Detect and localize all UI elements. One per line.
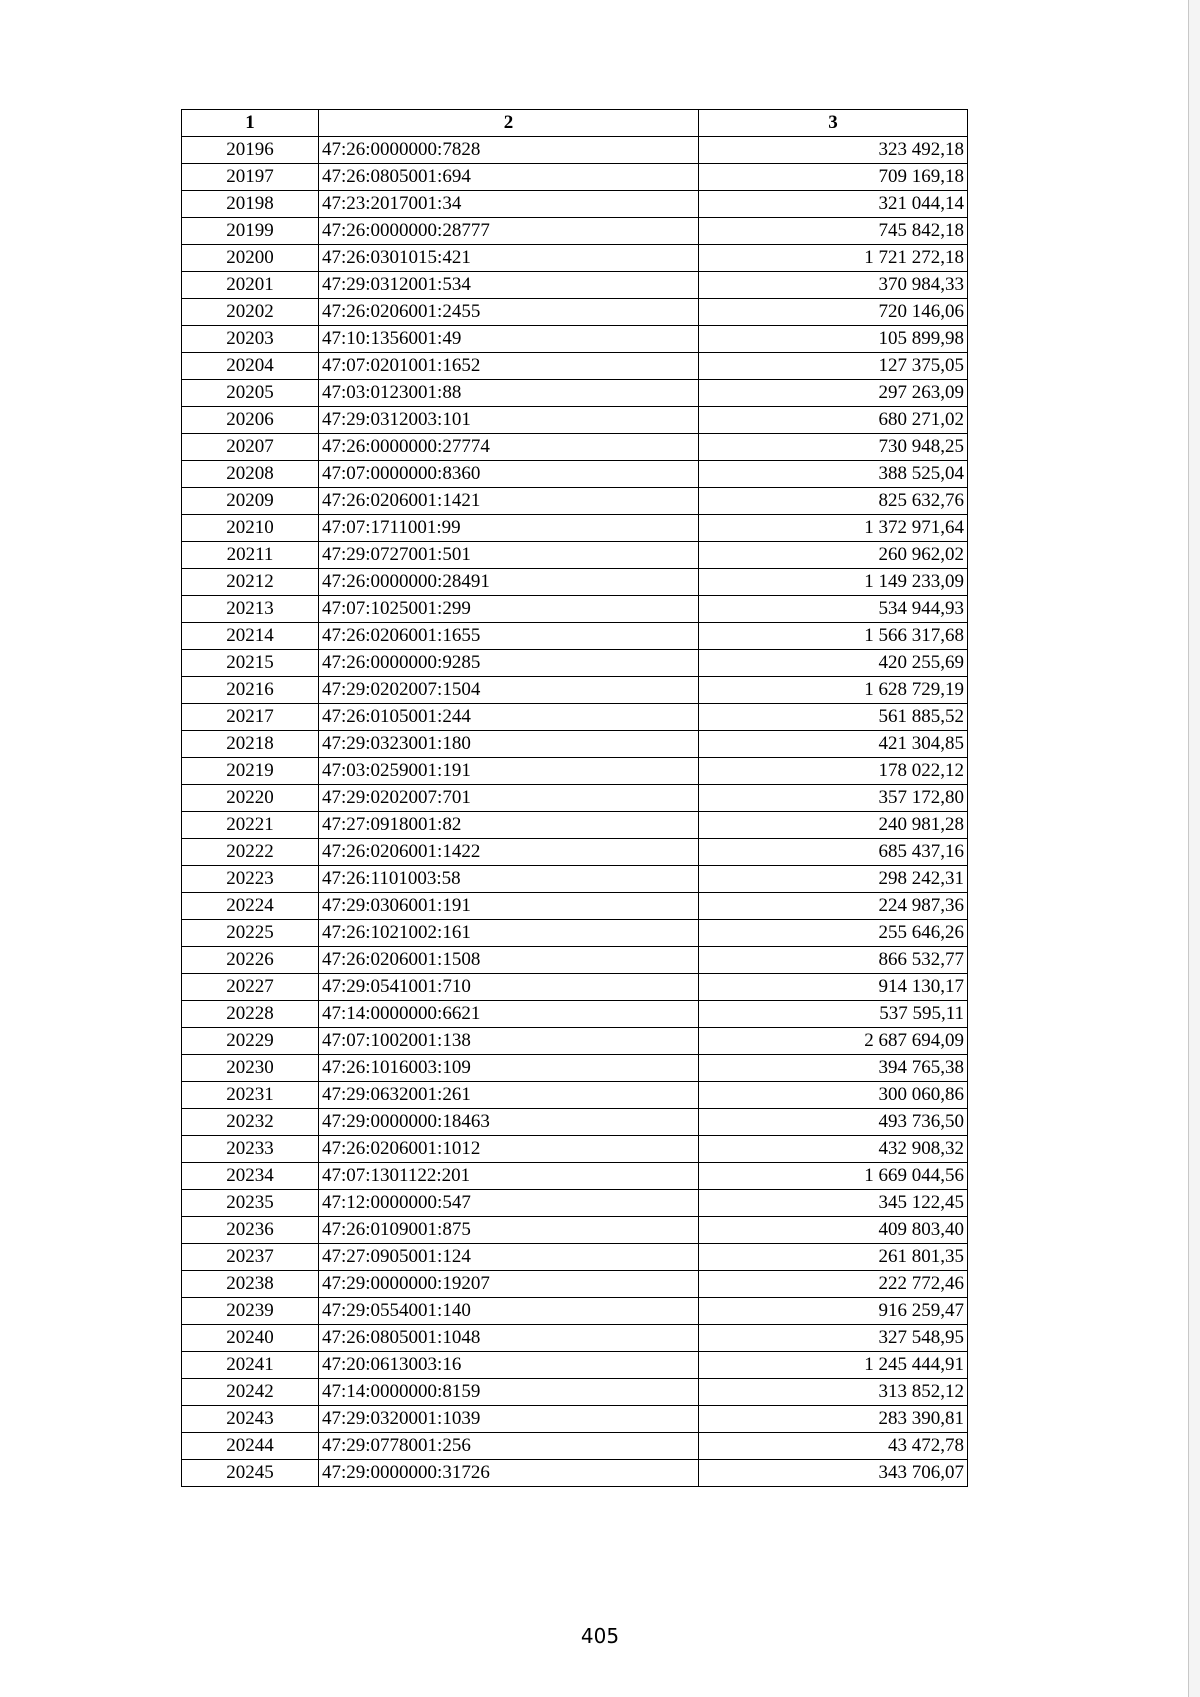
table-row — [182, 1190, 968, 1217]
row-number-cell: 20245 — [182, 1460, 319, 1487]
cadastral-number-cell: 47:26:0206001:2455 — [319, 299, 699, 326]
row-number-cell: 20230 — [182, 1055, 319, 1082]
row-number-cell: 20236 — [182, 1217, 319, 1244]
page-number: 405 — [580, 1624, 620, 1648]
table-row — [182, 245, 968, 272]
value-cell: 432 908,32 — [699, 1136, 968, 1163]
cadastral-number-cell: 47:26:0206001:1012 — [319, 1136, 699, 1163]
table-row — [182, 677, 968, 704]
row-number-cell: 20204 — [182, 353, 319, 380]
row-number-cell: 20244 — [182, 1433, 319, 1460]
value-cell: 298 242,31 — [699, 866, 968, 893]
row-number-cell: 20231 — [182, 1082, 319, 1109]
cadastral-number-cell: 47:23:2017001:34 — [319, 191, 699, 218]
table-row — [182, 758, 968, 785]
column-header-1: 1 — [182, 110, 319, 137]
cadastral-number-cell: 47:07:1002001:138 — [319, 1028, 699, 1055]
table-row — [182, 839, 968, 866]
row-number-cell: 20243 — [182, 1406, 319, 1433]
value-cell: 409 803,40 — [699, 1217, 968, 1244]
row-number-cell: 20240 — [182, 1325, 319, 1352]
row-number-cell: 20237 — [182, 1244, 319, 1271]
table-row — [182, 218, 968, 245]
table-row — [182, 326, 968, 353]
table-row — [182, 785, 968, 812]
value-cell: 255 646,26 — [699, 920, 968, 947]
table-row — [182, 893, 968, 920]
table-row — [182, 353, 968, 380]
row-number-cell: 20228 — [182, 1001, 319, 1028]
cadastral-number-cell: 47:29:0312001:534 — [319, 272, 699, 299]
table-row — [182, 1433, 968, 1460]
cadastral-number-cell: 47:26:0000000:28491 — [319, 569, 699, 596]
value-cell: 297 263,09 — [699, 380, 968, 407]
cadastral-number-cell: 47:27:0905001:124 — [319, 1244, 699, 1271]
table-row — [182, 812, 968, 839]
cadastral-number-cell: 47:26:0000000:28777 — [319, 218, 699, 245]
table-row — [182, 515, 968, 542]
cadastral-number-cell: 47:26:0206001:1508 — [319, 947, 699, 974]
value-cell: 343 706,07 — [699, 1460, 968, 1487]
cadastral-number-cell: 47:26:0805001:1048 — [319, 1325, 699, 1352]
row-number-cell: 20232 — [182, 1109, 319, 1136]
value-cell: 283 390,81 — [699, 1406, 968, 1433]
table-row — [182, 1298, 968, 1325]
value-cell: 105 899,98 — [699, 326, 968, 353]
cadastral-number-cell: 47:26:0206001:1655 — [319, 623, 699, 650]
cadastral-number-cell: 47:07:1711001:99 — [319, 515, 699, 542]
table-row — [182, 704, 968, 731]
table-row — [182, 1028, 968, 1055]
value-cell: 2 687 694,09 — [699, 1028, 968, 1055]
value-cell: 420 255,69 — [699, 650, 968, 677]
table-row — [182, 596, 968, 623]
table-row — [182, 1055, 968, 1082]
cadastral-number-cell: 47:29:0000000:19207 — [319, 1271, 699, 1298]
row-number-cell: 20212 — [182, 569, 319, 596]
cadastral-number-cell: 47:29:0000000:31726 — [319, 1460, 699, 1487]
value-cell: 313 852,12 — [699, 1379, 968, 1406]
row-number-cell: 20220 — [182, 785, 319, 812]
value-cell: 1 628 729,19 — [699, 677, 968, 704]
cadastral-number-cell: 47:29:0202007:1504 — [319, 677, 699, 704]
value-cell: 745 842,18 — [699, 218, 968, 245]
row-number-cell: 20233 — [182, 1136, 319, 1163]
cadastral-number-cell: 47:29:0000000:18463 — [319, 1109, 699, 1136]
cadastral-number-cell: 47:10:1356001:49 — [319, 326, 699, 353]
table-row — [182, 434, 968, 461]
value-cell: 720 146,06 — [699, 299, 968, 326]
cadastral-number-cell: 47:20:0613003:16 — [319, 1352, 699, 1379]
cadastral-number-cell: 47:29:0323001:180 — [319, 731, 699, 758]
table-row — [182, 1244, 968, 1271]
value-cell: 709 169,18 — [699, 164, 968, 191]
table-row — [182, 650, 968, 677]
row-number-cell: 20235 — [182, 1190, 319, 1217]
cadastral-number-cell: 47:07:1301122:201 — [319, 1163, 699, 1190]
value-cell: 1 721 272,18 — [699, 245, 968, 272]
value-cell: 730 948,25 — [699, 434, 968, 461]
value-cell: 327 548,95 — [699, 1325, 968, 1352]
table-row — [182, 1217, 968, 1244]
cadastral-number-cell: 47:26:0206001:1422 — [319, 839, 699, 866]
value-cell: 345 122,45 — [699, 1190, 968, 1217]
cadastral-number-cell: 47:03:0123001:88 — [319, 380, 699, 407]
row-number-cell: 20206 — [182, 407, 319, 434]
row-number-cell: 20196 — [182, 137, 319, 164]
value-cell: 680 271,02 — [699, 407, 968, 434]
cadastral-number-cell: 47:27:0918001:82 — [319, 812, 699, 839]
cadastral-number-cell: 47:07:0000000:8360 — [319, 461, 699, 488]
value-cell: 1 245 444,91 — [699, 1352, 968, 1379]
value-cell: 260 962,02 — [699, 542, 968, 569]
value-cell: 561 885,52 — [699, 704, 968, 731]
cadastral-number-cell: 47:07:1025001:299 — [319, 596, 699, 623]
cadastral-number-cell: 47:29:0554001:140 — [319, 1298, 699, 1325]
table-row — [182, 1325, 968, 1352]
row-number-cell: 20207 — [182, 434, 319, 461]
row-number-cell: 20227 — [182, 974, 319, 1001]
value-cell: 300 060,86 — [699, 1082, 968, 1109]
table-row — [182, 866, 968, 893]
value-cell: 916 259,47 — [699, 1298, 968, 1325]
row-number-cell: 20226 — [182, 947, 319, 974]
table-row — [182, 569, 968, 596]
table-header-row — [182, 110, 968, 137]
data-table — [181, 109, 968, 1487]
table-row — [182, 299, 968, 326]
value-cell: 240 981,28 — [699, 812, 968, 839]
value-cell: 421 304,85 — [699, 731, 968, 758]
cadastral-number-cell: 47:29:0320001:1039 — [319, 1406, 699, 1433]
value-cell: 1 149 233,09 — [699, 569, 968, 596]
page-right-margin — [1189, 0, 1200, 1697]
value-cell: 178 022,12 — [699, 758, 968, 785]
table-row — [182, 1163, 968, 1190]
cadastral-number-cell: 47:29:0632001:261 — [319, 1082, 699, 1109]
row-number-cell: 20218 — [182, 731, 319, 758]
row-number-cell: 20241 — [182, 1352, 319, 1379]
cadastral-number-cell: 47:07:0201001:1652 — [319, 353, 699, 380]
value-cell: 534 944,93 — [699, 596, 968, 623]
value-cell: 43 472,78 — [699, 1433, 968, 1460]
cadastral-number-cell: 47:26:0109001:875 — [319, 1217, 699, 1244]
table-row — [182, 1379, 968, 1406]
cadastral-number-cell: 47:29:0312003:101 — [319, 407, 699, 434]
value-cell: 224 987,36 — [699, 893, 968, 920]
table-row — [182, 1082, 968, 1109]
value-cell: 222 772,46 — [699, 1271, 968, 1298]
row-number-cell: 20211 — [182, 542, 319, 569]
value-cell: 914 130,17 — [699, 974, 968, 1001]
table-row — [182, 542, 968, 569]
cadastral-number-cell: 47:14:0000000:8159 — [319, 1379, 699, 1406]
cadastral-number-cell: 47:26:1016003:109 — [319, 1055, 699, 1082]
row-number-cell: 20239 — [182, 1298, 319, 1325]
cadastral-number-cell: 47:29:0541001:710 — [319, 974, 699, 1001]
row-number-cell: 20205 — [182, 380, 319, 407]
row-number-cell: 20234 — [182, 1163, 319, 1190]
cadastral-number-cell: 47:26:0301015:421 — [319, 245, 699, 272]
row-number-cell: 20202 — [182, 299, 319, 326]
table-row — [182, 920, 968, 947]
row-number-cell: 20219 — [182, 758, 319, 785]
cadastral-number-cell: 47:26:0805001:694 — [319, 164, 699, 191]
row-number-cell: 20197 — [182, 164, 319, 191]
table-row — [182, 137, 968, 164]
row-number-cell: 20203 — [182, 326, 319, 353]
table-row — [182, 623, 968, 650]
row-number-cell: 20214 — [182, 623, 319, 650]
table-row — [182, 947, 968, 974]
cadastral-number-cell: 47:29:0202007:701 — [319, 785, 699, 812]
table-row — [182, 1136, 968, 1163]
row-number-cell: 20229 — [182, 1028, 319, 1055]
row-number-cell: 20221 — [182, 812, 319, 839]
row-number-cell: 20222 — [182, 839, 319, 866]
row-number-cell: 20224 — [182, 893, 319, 920]
row-number-cell: 20238 — [182, 1271, 319, 1298]
row-number-cell: 20208 — [182, 461, 319, 488]
column-header-2: 2 — [319, 110, 699, 137]
row-number-cell: 20200 — [182, 245, 319, 272]
table-row — [182, 1271, 968, 1298]
row-number-cell: 20217 — [182, 704, 319, 731]
cadastral-number-cell: 47:29:0306001:191 — [319, 893, 699, 920]
row-number-cell: 20213 — [182, 596, 319, 623]
cadastral-number-cell: 47:29:0727001:501 — [319, 542, 699, 569]
value-cell: 321 044,14 — [699, 191, 968, 218]
table-row — [182, 407, 968, 434]
row-number-cell: 20199 — [182, 218, 319, 245]
value-cell: 1 372 971,64 — [699, 515, 968, 542]
row-number-cell: 20210 — [182, 515, 319, 542]
table-row — [182, 731, 968, 758]
row-number-cell: 20201 — [182, 272, 319, 299]
value-cell: 825 632,76 — [699, 488, 968, 515]
cadastral-number-cell: 47:29:0778001:256 — [319, 1433, 699, 1460]
table-row — [182, 380, 968, 407]
table-row — [182, 1406, 968, 1433]
value-cell: 1 669 044,56 — [699, 1163, 968, 1190]
cadastral-number-cell: 47:26:0000000:27774 — [319, 434, 699, 461]
row-number-cell: 20215 — [182, 650, 319, 677]
table-row — [182, 974, 968, 1001]
value-cell: 1 566 317,68 — [699, 623, 968, 650]
value-cell: 357 172,80 — [699, 785, 968, 812]
cadastral-number-cell: 47:26:0206001:1421 — [319, 488, 699, 515]
value-cell: 866 532,77 — [699, 947, 968, 974]
table-row — [182, 1352, 968, 1379]
value-cell: 370 984,33 — [699, 272, 968, 299]
row-number-cell: 20198 — [182, 191, 319, 218]
value-cell: 323 492,18 — [699, 137, 968, 164]
value-cell: 394 765,38 — [699, 1055, 968, 1082]
table-row — [182, 164, 968, 191]
value-cell: 685 437,16 — [699, 839, 968, 866]
table-row — [182, 488, 968, 515]
row-number-cell: 20216 — [182, 677, 319, 704]
row-number-cell: 20223 — [182, 866, 319, 893]
value-cell: 493 736,50 — [699, 1109, 968, 1136]
table-row — [182, 461, 968, 488]
value-cell: 388 525,04 — [699, 461, 968, 488]
row-number-cell: 20242 — [182, 1379, 319, 1406]
row-number-cell: 20225 — [182, 920, 319, 947]
table-row — [182, 1109, 968, 1136]
table-row — [182, 1001, 968, 1028]
table-row — [182, 191, 968, 218]
cadastral-number-cell: 47:03:0259001:191 — [319, 758, 699, 785]
cadastral-number-cell: 47:26:0000000:9285 — [319, 650, 699, 677]
cadastral-number-cell: 47:26:1101003:58 — [319, 866, 699, 893]
cadastral-number-cell: 47:26:0000000:7828 — [319, 137, 699, 164]
value-cell: 537 595,11 — [699, 1001, 968, 1028]
cadastral-number-cell: 47:14:0000000:6621 — [319, 1001, 699, 1028]
cadastral-number-cell: 47:26:1021002:161 — [319, 920, 699, 947]
table-body — [182, 137, 968, 1487]
table-row — [182, 1460, 968, 1487]
value-cell: 127 375,05 — [699, 353, 968, 380]
table-row — [182, 272, 968, 299]
row-number-cell: 20209 — [182, 488, 319, 515]
column-header-3: 3 — [699, 110, 968, 137]
cadastral-number-cell: 47:26:0105001:244 — [319, 704, 699, 731]
cadastral-number-cell: 47:12:0000000:547 — [319, 1190, 699, 1217]
value-cell: 261 801,35 — [699, 1244, 968, 1271]
